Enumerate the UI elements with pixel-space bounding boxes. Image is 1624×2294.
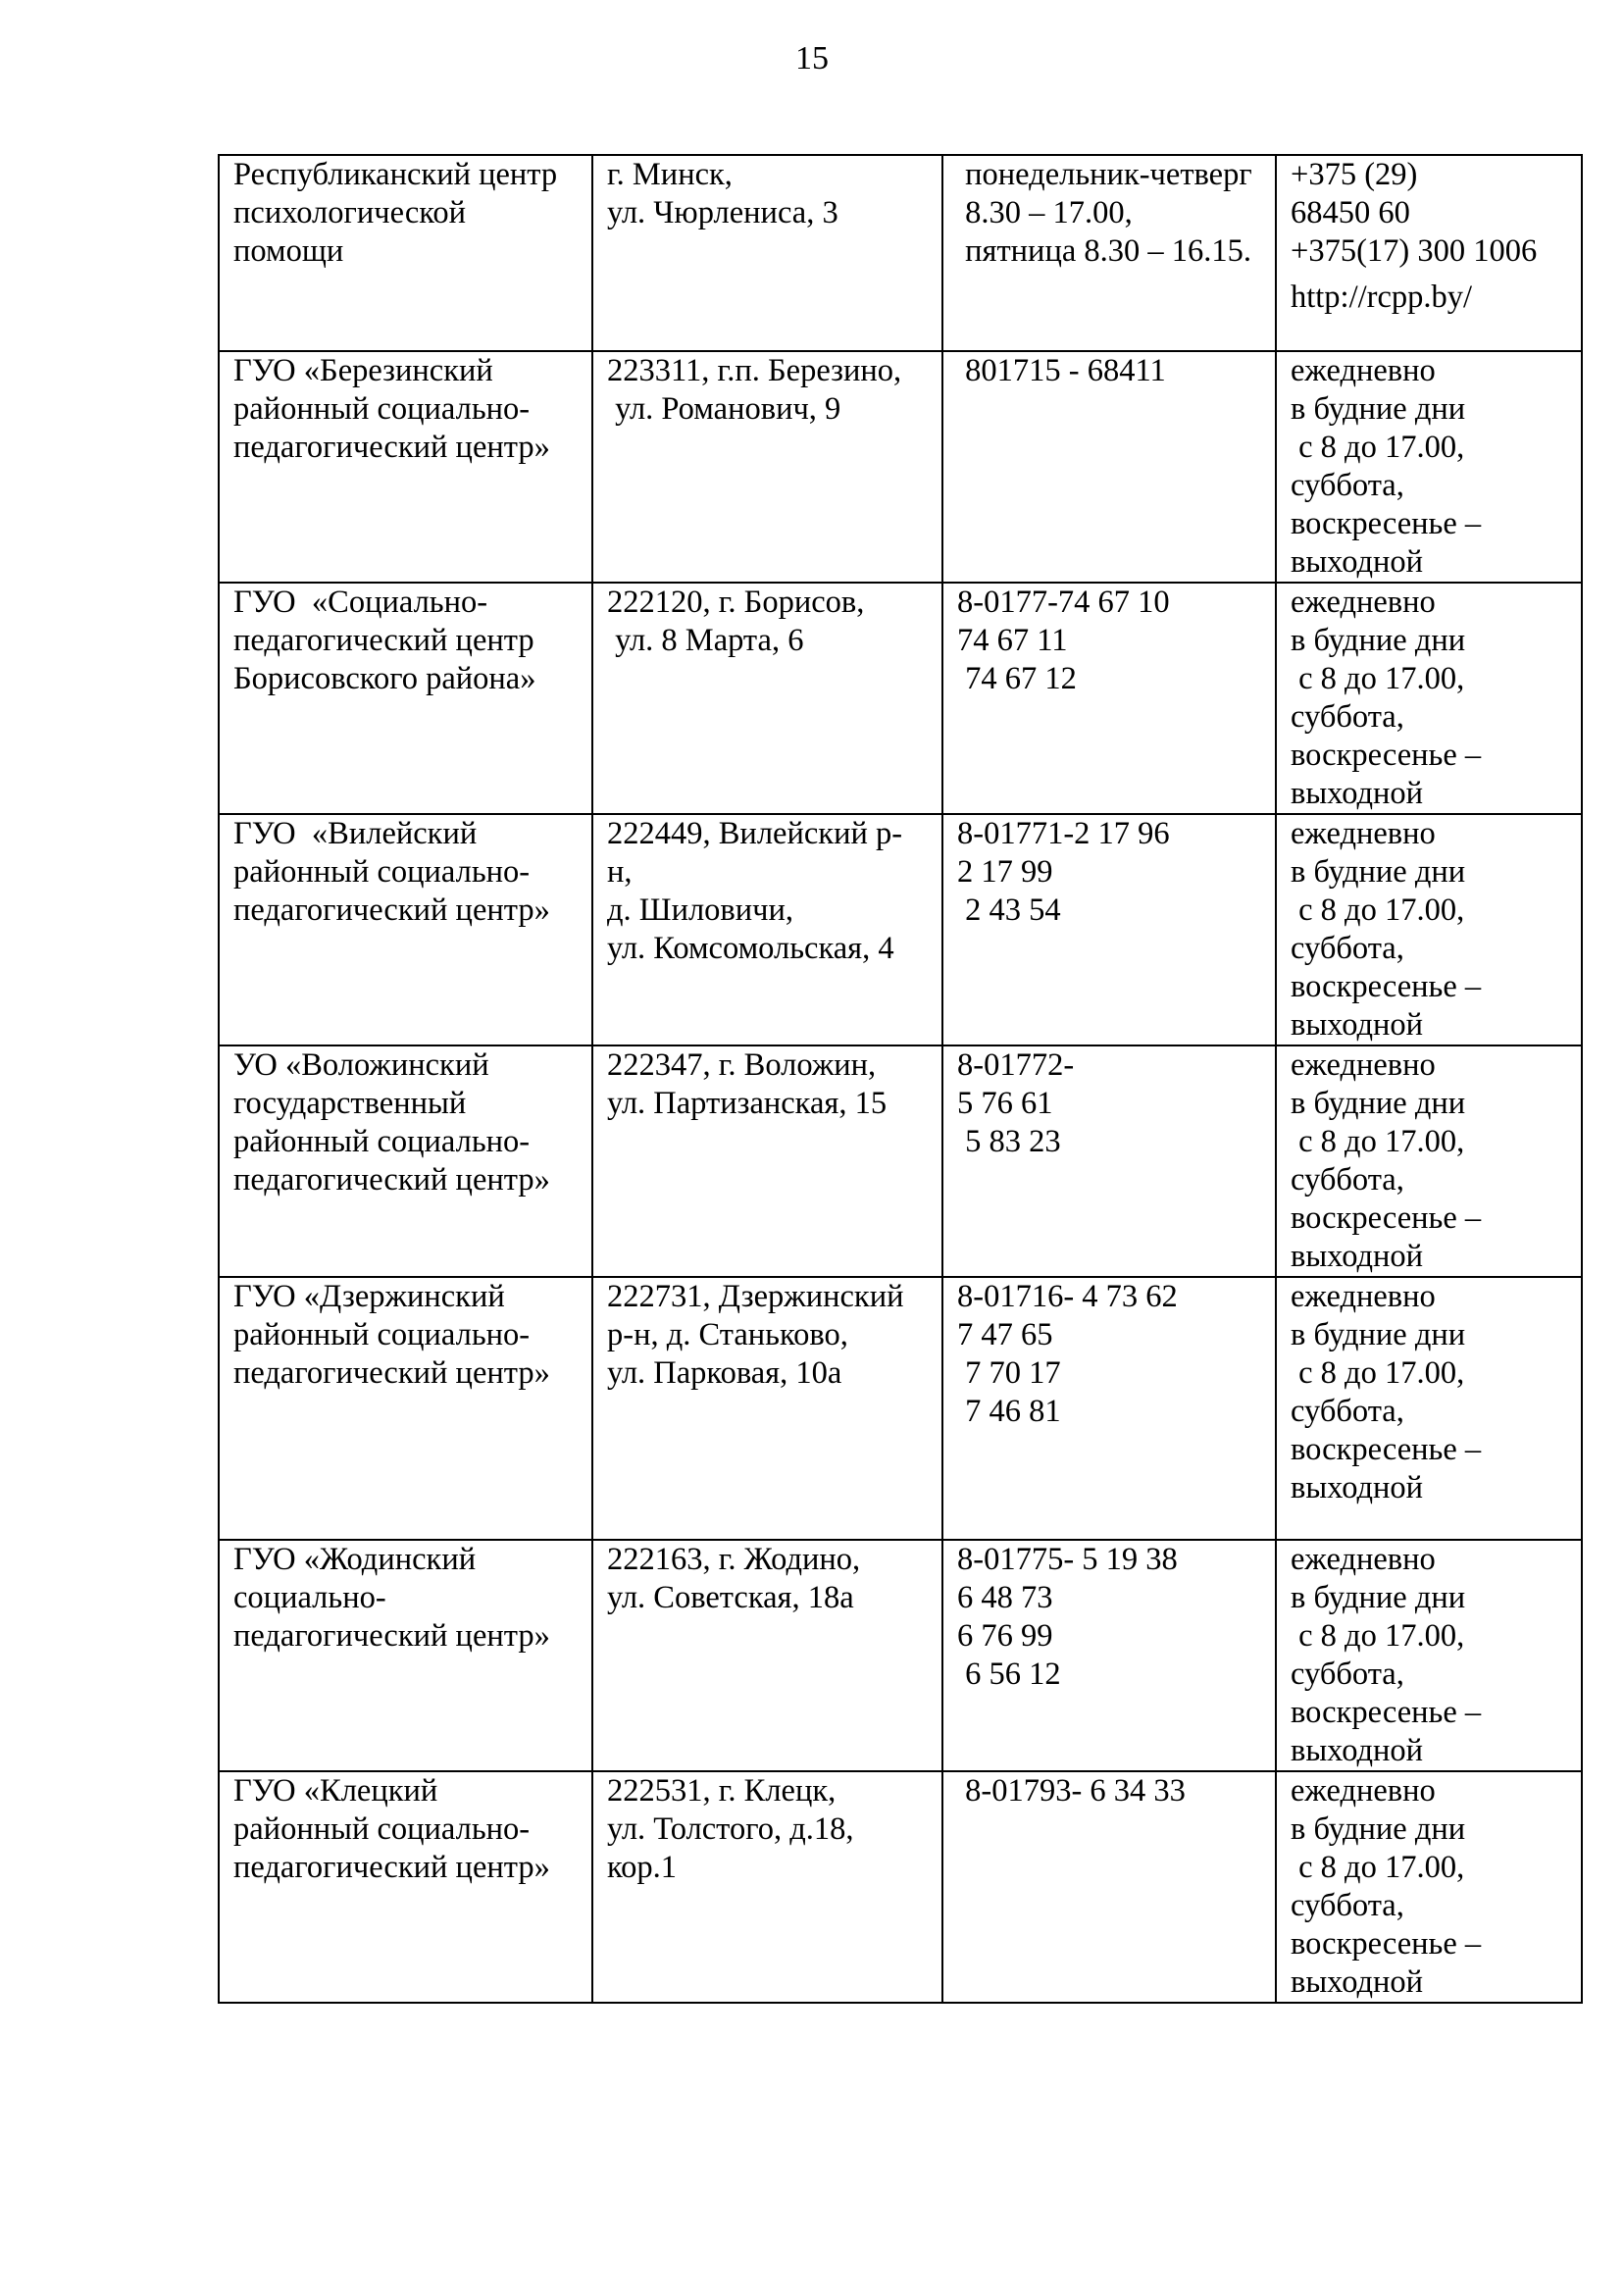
organization-name-cell: [219, 1277, 592, 1540]
organization-name-cell: [219, 1540, 592, 1771]
schedule-line: ежедневно: [1291, 816, 1436, 851]
organization-name-line: районный социально-: [233, 391, 531, 427]
address-line: ул. Парковая, 10а: [607, 1355, 842, 1391]
schedule-line: в будние дни: [1291, 391, 1466, 427]
schedule-line: с 8 до 17.00,: [1291, 1124, 1465, 1159]
schedule-line: с 8 до 17.00,: [1291, 1355, 1465, 1391]
address-cell: [592, 1277, 942, 1540]
schedule-line: с 8 до 17.00,: [1291, 661, 1465, 696]
contacts-table-body: [219, 155, 1582, 2003]
phones-line: 8-01772-: [957, 1047, 1075, 1083]
phones-line: 8-01771-2 17 96: [957, 816, 1170, 851]
address-line: 222531, г. Клецк,: [607, 1773, 837, 1809]
address-line: г. Минск,: [607, 157, 733, 192]
table-row: [219, 583, 1582, 814]
schedule-line: в будние дни: [1291, 1580, 1466, 1615]
schedule-line: ежедневно: [1291, 585, 1436, 620]
address-line: р-н, д. Станьково,: [607, 1317, 848, 1352]
organization-name-line: ГУО «Вилейский: [233, 816, 478, 851]
phones-line: 6 76 99: [957, 1618, 1053, 1654]
address-line: д. Шиловичи,: [607, 892, 794, 928]
website-link[interactable]: http://rcpp.by/: [1291, 280, 1473, 315]
schedule-cell: [1276, 1277, 1582, 1540]
schedule-line: +375(17) 300 1006: [1291, 233, 1538, 269]
organization-name-line: педагогический центр»: [233, 1850, 550, 1885]
organization-name-cell: [219, 351, 592, 583]
address-line: н,: [607, 854, 633, 890]
schedule-line: суббота,: [1291, 1657, 1404, 1692]
address-line: ул. Чюрлениса, 3: [607, 195, 838, 230]
table-row: [219, 814, 1582, 1045]
schedule-line: выходной: [1291, 1239, 1424, 1274]
table-row: [219, 1277, 1582, 1540]
organization-name-line: психологической: [233, 195, 467, 230]
phones-line: 8-01775- 5 19 38: [957, 1542, 1178, 1577]
organization-name-line: ГУО «Социально-: [233, 585, 488, 620]
schedule-line: с 8 до 17.00,: [1291, 1618, 1465, 1654]
address-line: ул. Партизанская, 15: [607, 1086, 888, 1121]
address-line: ул. 8 Марта, 6: [607, 623, 804, 658]
organization-name-line: педагогический центр»: [233, 1618, 550, 1654]
schedule-line: в будние дни: [1291, 1811, 1466, 1847]
table-row: [219, 1540, 1582, 1771]
organization-name-line: районный социально-: [233, 1317, 531, 1352]
organization-name-line: педагогический центр: [233, 623, 534, 658]
organization-name-line: районный социально-: [233, 1124, 531, 1159]
address-cell: [592, 351, 942, 583]
schedule-line: с 8 до 17.00,: [1291, 1850, 1465, 1885]
phones-cell: [942, 1540, 1276, 1771]
address-cell: [592, 583, 942, 814]
schedule-line: суббота,: [1291, 1162, 1404, 1198]
address-line: ул. Толстого, д.18,: [607, 1811, 854, 1847]
phones-cell: [942, 351, 1276, 583]
schedule-cell: [1276, 1540, 1582, 1771]
schedule-line: суббота,: [1291, 1888, 1404, 1923]
schedule-line: с 8 до 17.00,: [1291, 430, 1465, 465]
schedule-line: воскресенье –: [1291, 1695, 1482, 1730]
schedule-line: в будние дни: [1291, 623, 1466, 658]
phones-cell: [942, 814, 1276, 1045]
phones-line: 801715 - 68411: [957, 353, 1166, 388]
organization-name-line: помощи: [233, 233, 344, 269]
address-line: 222163, г. Жодино,: [607, 1542, 861, 1577]
organization-name-line: педагогический центр»: [233, 1162, 550, 1198]
organization-name-line: педагогический центр»: [233, 430, 550, 465]
address-line: ул. Романович, 9: [607, 391, 841, 427]
schedule-line: воскресенье –: [1291, 969, 1482, 1004]
organization-name-line: Борисовского района»: [233, 661, 536, 696]
address-cell: [592, 155, 942, 351]
address-line: ул. Советская, 18а: [607, 1580, 854, 1615]
phones-line: 74 67 11: [957, 623, 1068, 658]
phones-line: 8-0177-74 67 10: [957, 585, 1170, 620]
phones-line: понедельник-четверг: [957, 157, 1252, 192]
phones-line: 74 67 12: [957, 661, 1077, 696]
schedule-line: воскресенье –: [1291, 1200, 1482, 1236]
organization-name-line: Республиканский центр: [233, 157, 558, 192]
organization-name-line: районный социально-: [233, 1811, 531, 1847]
address-line: 222731, Дзержинский: [607, 1279, 904, 1314]
schedule-line: выходной: [1291, 544, 1424, 580]
phones-cell: [942, 1771, 1276, 2003]
phones-cell: [942, 1045, 1276, 1277]
schedule-cell: [1276, 814, 1582, 1045]
organization-name-line: УО «Воложинский: [233, 1047, 489, 1083]
schedule-cell: [1276, 1045, 1582, 1277]
schedule-line: ежедневно: [1291, 1773, 1436, 1809]
address-line: кор.1: [607, 1850, 678, 1885]
address-line: 222120, г. Борисов,: [607, 585, 865, 620]
organization-name-line: педагогический центр»: [233, 1355, 550, 1391]
organization-name-cell: [219, 814, 592, 1045]
organization-name-cell: [219, 155, 592, 351]
phones-line: 7 47 65: [957, 1317, 1053, 1352]
schedule-line: воскресенье –: [1291, 1432, 1482, 1467]
schedule-line: с 8 до 17.00,: [1291, 892, 1465, 928]
schedule-line: в будние дни: [1291, 1086, 1466, 1121]
organization-name-line: ГУО «Жодинский: [233, 1542, 477, 1577]
phones-line: 8-01793- 6 34 33: [957, 1773, 1186, 1809]
organization-name-cell: [219, 583, 592, 814]
address-line: 222449, Вилейский р-: [607, 816, 903, 851]
phones-cell: [942, 155, 1276, 351]
schedule-line: выходной: [1291, 1733, 1424, 1768]
schedule-line: воскресенье –: [1291, 738, 1482, 773]
schedule-line: суббота,: [1291, 699, 1404, 735]
organization-name-cell: [219, 1771, 592, 2003]
phones-line: 2 43 54: [957, 892, 1061, 928]
schedule-line: выходной: [1291, 776, 1424, 811]
schedule-line: суббота,: [1291, 1394, 1404, 1429]
contacts-table: [218, 154, 1583, 2004]
address-line: 222347, г. Воложин,: [607, 1047, 877, 1083]
phones-line: 5 76 61: [957, 1086, 1053, 1121]
organization-name-line: государственный: [233, 1086, 467, 1121]
page-number: 15: [795, 40, 829, 76]
schedule-line: ежедневно: [1291, 1542, 1436, 1577]
address-cell: [592, 1771, 942, 2003]
schedule-line: выходной: [1291, 1007, 1424, 1043]
organization-name-line: ГУО «Дзержинский: [233, 1279, 505, 1314]
schedule-line: воскресенье –: [1291, 1926, 1482, 1962]
schedule-line: суббота,: [1291, 468, 1404, 503]
schedule-line: в будние дни: [1291, 1317, 1466, 1352]
address-line: ул. Комсомольская, 4: [607, 931, 894, 966]
phones-line: 8.30 – 17.00,: [957, 195, 1133, 230]
schedule-cell: [1276, 1771, 1582, 2003]
schedule-line: ежедневно: [1291, 1047, 1436, 1083]
organization-name-line: районный социально-: [233, 854, 531, 890]
phones-line: 6 48 73: [957, 1580, 1053, 1615]
phones-cell: [942, 583, 1276, 814]
table-row: [219, 1771, 1582, 2003]
table-row: [219, 1045, 1582, 1277]
schedule-cell: [1276, 351, 1582, 583]
address-line: 223311, г.п. Березино,: [607, 353, 902, 388]
schedule-line: +375 (29): [1291, 157, 1418, 192]
schedule-line: выходной: [1291, 1470, 1424, 1505]
phones-line: пятница 8.30 – 16.15.: [957, 233, 1252, 269]
schedule-line: суббота,: [1291, 931, 1404, 966]
organization-name-cell: [219, 1045, 592, 1277]
address-cell: [592, 1045, 942, 1277]
phones-line: 6 56 12: [957, 1657, 1061, 1692]
phones-line: 7 46 81: [957, 1394, 1061, 1429]
schedule-line: выходной: [1291, 1964, 1424, 2000]
table-row: [219, 155, 1582, 351]
address-cell: [592, 814, 942, 1045]
schedule-cell: [1276, 583, 1582, 814]
phones-line: 7 70 17: [957, 1355, 1061, 1391]
schedule-cell: [1276, 155, 1582, 351]
phones-line: 8-01716- 4 73 62: [957, 1279, 1178, 1314]
phones-line: 2 17 99: [957, 854, 1053, 890]
address-cell: [592, 1540, 942, 1771]
schedule-line: в будние дни: [1291, 854, 1466, 890]
organization-name-line: педагогический центр»: [233, 892, 550, 928]
schedule-line: воскресенье –: [1291, 506, 1482, 541]
schedule-line: ежедневно: [1291, 1279, 1436, 1314]
table-row: [219, 351, 1582, 583]
organization-name-line: ГУО «Клецкий: [233, 1773, 438, 1809]
phones-cell: [942, 1277, 1276, 1540]
schedule-line: 68450 60: [1291, 195, 1410, 230]
organization-name-line: ГУО «Березинский: [233, 353, 493, 388]
schedule-line: ежедневно: [1291, 353, 1436, 388]
phones-line: 5 83 23: [957, 1124, 1061, 1159]
organization-name-line: социально-: [233, 1580, 386, 1615]
